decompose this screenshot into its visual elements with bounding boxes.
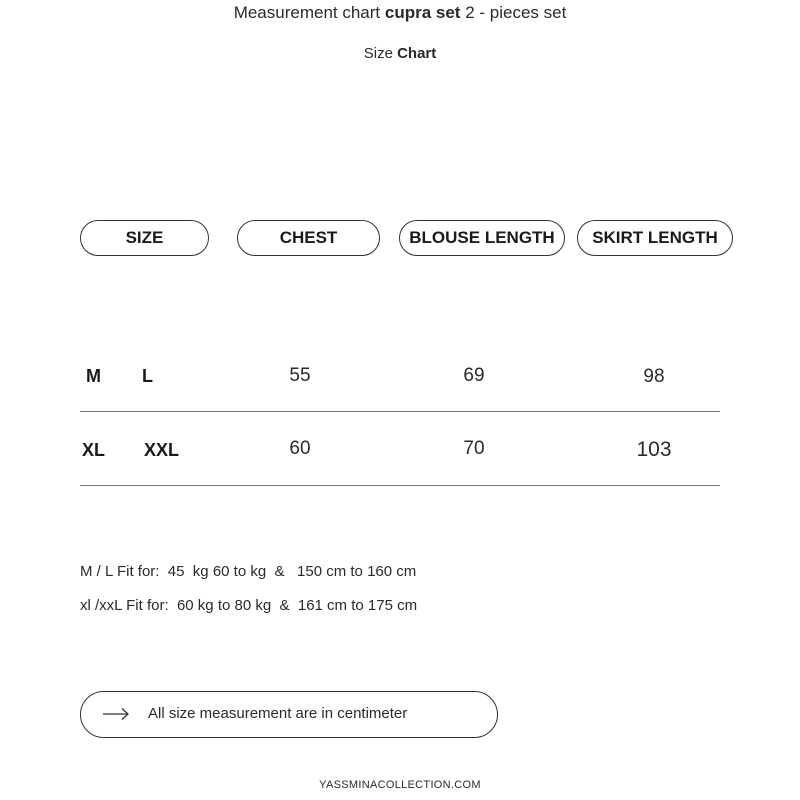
page-subtitle — [0, 45, 800, 62]
title-product-name: cupra set — [384, 3, 461, 22]
subtitle-prefix: Size — [363, 45, 398, 62]
fit-note-m-l: M / L Fit for: 45 kg 60 to kg & 150 cm to 160 cm — [80, 563, 417, 580]
column-header-blouse-length: BLOUSE LENGTH — [399, 220, 565, 256]
row-1-blouse-length: 69 — [463, 365, 485, 386]
row-1-chest: 55 — [289, 365, 311, 386]
measurement-unit-text: All size measurement are in centimeter — [148, 705, 408, 722]
row-2-skirt-length: 103 — [636, 438, 672, 461]
fit-note-xl-xxl: xl /xxL Fit for: 60 kg to 80 kg & 161 cm to 175 cm — [80, 597, 418, 614]
arrow-right-icon — [102, 706, 130, 722]
footer-website: YASSMINACOLLECTION.COM — [319, 779, 481, 791]
column-header-skirt-length: SKIRT LENGTH — [577, 220, 733, 256]
row-2-size-a: XL — [82, 440, 106, 460]
column-header-size: SIZE — [80, 220, 209, 256]
column-header-chest: CHEST — [237, 220, 380, 256]
row-2-size-b: XXL — [144, 440, 180, 460]
row-1-skirt-length: 98 — [643, 366, 665, 387]
title-suffix: 2 - pieces set — [460, 3, 567, 22]
row-2-chest: 60 — [289, 438, 311, 459]
row-divider — [80, 485, 720, 486]
page-title — [0, 3, 800, 23]
row-2-blouse-length: 70 — [463, 438, 485, 459]
subtitle-bold: Chart — [397, 45, 437, 62]
row-divider — [80, 411, 720, 412]
row-1-size-b: L — [142, 366, 153, 386]
measurement-unit-note — [80, 691, 498, 738]
row-1-size-a: M — [86, 366, 101, 386]
title-prefix: Measurement chart — [233, 3, 385, 22]
